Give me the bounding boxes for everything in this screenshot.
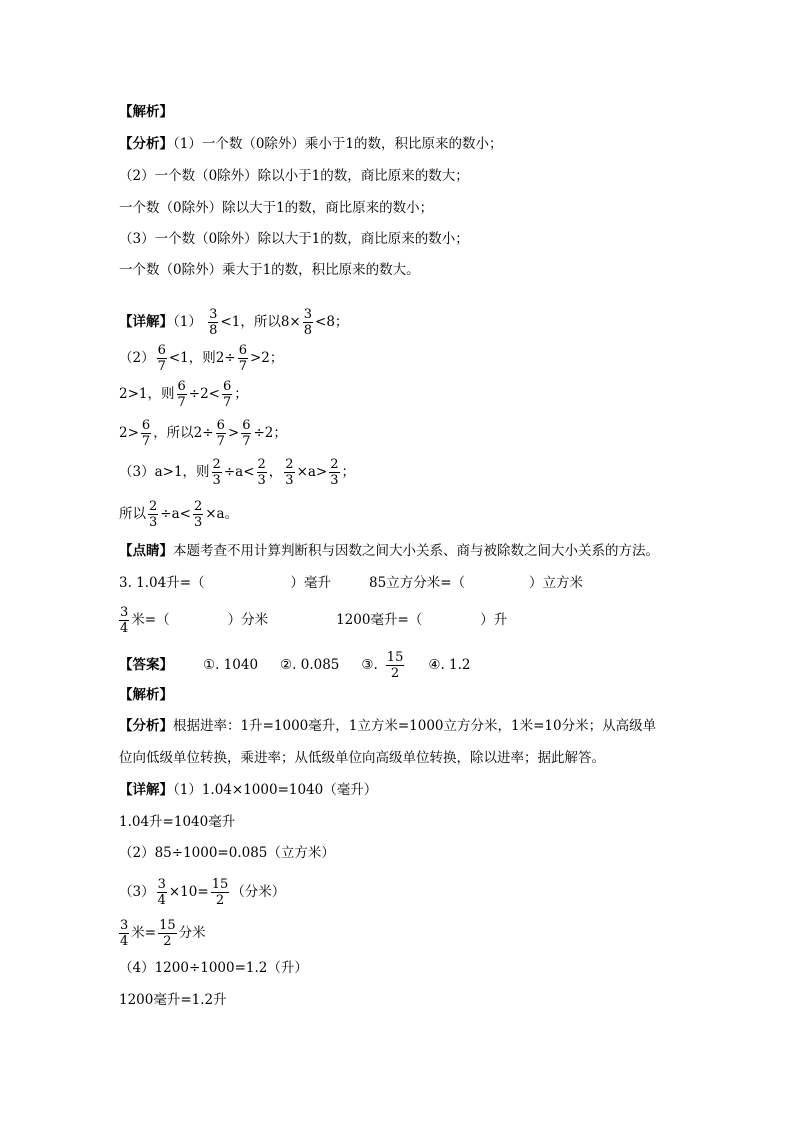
- analysis-heading: 【解析】: [119, 104, 173, 120]
- question-text: ）立方米: [529, 575, 584, 591]
- numerator: 2: [149, 499, 158, 514]
- denominator: 3: [212, 473, 221, 488]
- detail-line-3: [119, 379, 248, 410]
- denominator: 7: [223, 395, 232, 410]
- detail-label: 【详解】: [119, 314, 173, 330]
- answer-line: [119, 650, 471, 681]
- answer-2: ②. 0.085: [280, 657, 340, 673]
- analysis-heading: 【解析】: [119, 687, 173, 703]
- fraction: [329, 457, 339, 488]
- detail-text: （分米）: [231, 884, 286, 900]
- detail-text: 分米: [178, 925, 206, 941]
- denominator: 3: [257, 473, 266, 488]
- question-text: ）分米: [227, 612, 269, 628]
- fraction: [193, 499, 203, 530]
- fraction: [212, 457, 222, 488]
- question-text: ）升: [480, 612, 508, 628]
- detail-line-2: [119, 343, 283, 374]
- fraction: [211, 877, 230, 908]
- detail-text: （2）: [119, 350, 155, 366]
- fraction: [238, 343, 248, 374]
- detail-label: 【详解】: [119, 782, 173, 798]
- answer-3: ③.: [361, 657, 378, 673]
- fraction: [386, 650, 405, 681]
- detail-line-6: [119, 499, 238, 530]
- denominator: 7: [141, 434, 151, 449]
- detail-text: ÷a<: [223, 464, 255, 480]
- numerator: 6: [177, 379, 186, 394]
- question-text: 3. 1.04升=（: [119, 575, 205, 591]
- denominator: 4: [157, 893, 166, 908]
- detail-text: ；: [341, 464, 356, 480]
- detail-line-3: （2）85÷1000=0.085（立方米）: [119, 845, 335, 861]
- denominator: 3: [285, 473, 294, 488]
- answer-4: ④. 1.2: [428, 657, 471, 673]
- detail-text: ，所以2÷: [153, 425, 214, 441]
- answer-label: 【答案】: [119, 657, 173, 673]
- numerator: 6: [157, 343, 166, 358]
- analysis-text: （1）一个数（0除外）乘小于1的数，积比原来的数小；: [173, 136, 503, 152]
- detail-line-4: [119, 877, 285, 908]
- numerator: 6: [141, 418, 151, 433]
- numerator: 2: [212, 457, 221, 472]
- numerator: 2: [257, 457, 266, 472]
- detail-text: （1）1.04×1000=1040（毫升）: [173, 782, 378, 798]
- numerator: 3: [157, 877, 166, 892]
- analysis-line-1: [119, 717, 656, 735]
- numerator: 3: [209, 307, 218, 322]
- comment-label: 【点睛】: [119, 543, 173, 559]
- fraction: [222, 379, 232, 410]
- detail-text: 所以: [119, 506, 146, 522]
- analysis-label: 【分析】: [119, 718, 173, 734]
- detail-text: ÷2；: [253, 425, 287, 441]
- denominator: 7: [216, 434, 225, 449]
- detail-text: ；: [234, 386, 248, 402]
- denominator: 8: [303, 323, 313, 338]
- denominator: 2: [163, 934, 172, 949]
- answer-1: ①. 1040: [203, 657, 259, 673]
- detail-text: 米=: [131, 925, 157, 941]
- analysis-line-3: 一个数（0除外）除以大于1的数，商比原来的数小；: [119, 200, 434, 216]
- numerator: 6: [242, 418, 251, 433]
- detail-text: ，: [268, 464, 283, 480]
- detail-text: <1，则2÷: [168, 350, 236, 366]
- fraction: [241, 418, 251, 449]
- denominator: 7: [242, 434, 251, 449]
- detail-text: （1）: [173, 314, 202, 330]
- fraction: [216, 418, 226, 449]
- detail-line-2: 1.04升=1040毫升: [119, 814, 236, 830]
- detail-text: 2>: [119, 425, 139, 441]
- fraction: [177, 379, 187, 410]
- detail-text: ÷2<: [188, 386, 220, 402]
- detail-line-4: [119, 418, 287, 449]
- fraction: [158, 918, 177, 949]
- denominator: 8: [209, 323, 218, 338]
- denominator: 4: [120, 621, 129, 636]
- question-text: 米=（: [131, 612, 170, 628]
- detail-text: ×a。: [205, 506, 239, 522]
- detail-line-5: [119, 457, 355, 488]
- numerator: 6: [223, 379, 232, 394]
- analysis-line-1: [119, 135, 503, 153]
- detail-line-1: [119, 781, 377, 799]
- question-text: 85立方分米=（: [369, 575, 466, 591]
- denominator: 3: [193, 515, 203, 530]
- denominator: 3: [330, 473, 339, 488]
- detail-text: ×10=: [168, 884, 209, 900]
- denominator: 3: [149, 515, 158, 530]
- detail-line-7: 1200毫升=1.2升: [119, 992, 227, 1008]
- fraction: [284, 457, 294, 488]
- denominator: 7: [177, 395, 186, 410]
- detail-text: （3）a>1，则: [119, 464, 210, 480]
- fraction: [208, 307, 218, 338]
- denominator: 2: [390, 666, 400, 681]
- numerator: 3: [303, 307, 313, 322]
- detail-text: 2>1，则: [119, 386, 175, 402]
- analysis-line-2: （2）一个数（0除外）除以小于1的数，商比原来的数大；: [119, 168, 469, 184]
- question-text: 1200毫升=（: [336, 612, 423, 628]
- numerator: 6: [238, 343, 247, 358]
- denominator: 7: [238, 359, 247, 374]
- detail-text: （3）: [119, 884, 155, 900]
- numerator: 3: [120, 605, 129, 620]
- fraction: [303, 307, 313, 338]
- denominator: 4: [120, 934, 129, 949]
- detail-text: ×a>: [296, 464, 328, 480]
- numerator: 3: [120, 918, 129, 933]
- fraction: [148, 499, 158, 530]
- fraction: [141, 418, 151, 449]
- comment-line: [119, 542, 659, 560]
- fraction: [157, 877, 167, 908]
- fraction: [157, 343, 167, 374]
- comment-text: 本题考查不用计算判断积与因数之间大小关系、商与被除数之间大小关系的方法。: [173, 543, 659, 559]
- detail-text: <1，所以8×: [220, 314, 301, 330]
- analysis-label: 【分析】: [119, 136, 173, 152]
- analysis-line-5: 一个数（0除外）乘大于1的数，积比原来的数大。: [119, 262, 420, 278]
- numerator: 2: [285, 457, 294, 472]
- analysis-line-4: （3）一个数（0除外）除以大于1的数，商比原来的数小；: [119, 231, 469, 247]
- analysis-text: 根据进率：1升=1000毫升，1立方米=1000立方分米，1米=10分米；从高级单: [173, 718, 657, 734]
- question-3-line-1: [119, 574, 583, 592]
- detail-text: ÷a<: [160, 506, 191, 522]
- detail-text: >2；: [249, 350, 284, 366]
- analysis-line-2: 位向低级单位转换，乘进率；从低级单位向高级单位转换，除以进率；据此解答。: [119, 750, 605, 766]
- detail-text: >: [227, 425, 240, 441]
- detail-text: <8；: [315, 314, 349, 330]
- question-3-line-2: [119, 605, 507, 636]
- detail-line-1: [119, 307, 348, 338]
- question-text: ）毫升: [290, 575, 332, 591]
- numerator: 6: [216, 418, 225, 433]
- denominator: 2: [215, 893, 225, 908]
- numerator: 15: [211, 877, 229, 892]
- numerator: 15: [159, 918, 176, 933]
- numerator: 15: [386, 650, 404, 665]
- fraction: [119, 605, 129, 636]
- fraction: [257, 457, 267, 488]
- detail-line-5: [119, 918, 206, 949]
- numerator: 2: [330, 457, 339, 472]
- numerator: 2: [193, 499, 203, 514]
- denominator: 7: [157, 359, 166, 374]
- fraction: [119, 918, 129, 949]
- detail-line-6: （4）1200÷1000=1.2（升）: [119, 960, 308, 976]
